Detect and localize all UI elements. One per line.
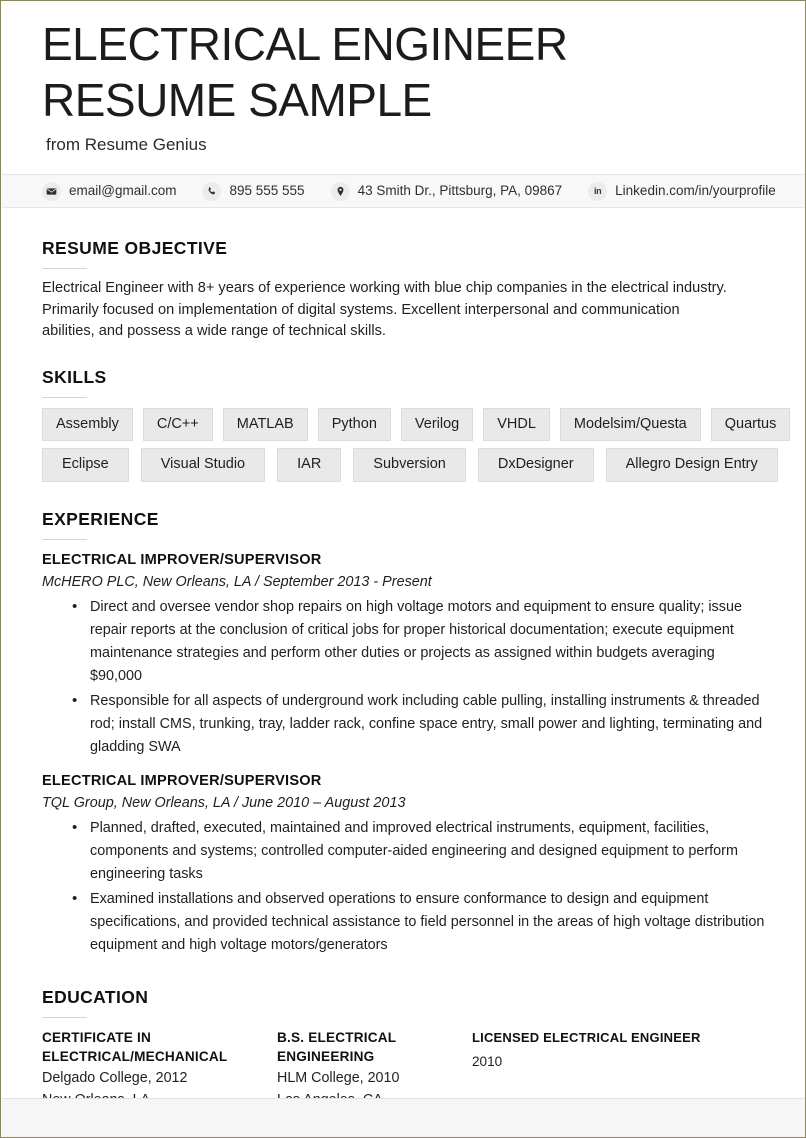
job-bullet-list xyxy=(42,817,766,957)
section-skills xyxy=(42,343,777,482)
page-subtitle: from Resume Genius xyxy=(46,135,207,154)
skill-tag[interactable]: IAR xyxy=(277,448,341,482)
education-detail: 2010 xyxy=(472,1053,503,1069)
map-pin-icon xyxy=(331,182,350,201)
section-rule xyxy=(42,539,87,540)
section-title-education: EDUCATION xyxy=(42,986,149,1007)
skill-tag[interactable]: Subversion xyxy=(353,448,466,482)
section-rule xyxy=(42,268,87,269)
page-title: ELECTRICAL ENGINEER RESUME SAMPLE xyxy=(42,18,568,126)
contact-email[interactable] xyxy=(42,182,176,201)
section-rule xyxy=(42,397,87,398)
objective-text: Electrical Engineer with 8+ years of experience working with blue chip companies in the electrical industry. Primarily focused on implementation of digital systems. Excellent interpersonal and communication abilities, and possess a wide range of technical skills. xyxy=(42,280,727,339)
contact-phone-label: 895 555 555 xyxy=(229,183,305,199)
job-bullet: • Direct and oversee vendor shop repairs on high voltage motors and equipment to ensure quality; issue repair reports at the conclusion of critical jobs for proper historical documentation; execute equipment maintenance strategies and perform other duties or projects as assigned within budgets averaging $90,000 xyxy=(42,596,766,688)
experience-entry xyxy=(42,552,766,759)
skill-tag[interactable]: Modelsim/Questa xyxy=(560,408,701,442)
skill-tag[interactable]: Eclipse xyxy=(42,448,129,482)
page-footer-strip xyxy=(2,1098,806,1138)
job-bullet: • Planned, drafted, executed, maintained and improved electrical instruments, equipment, facilities, components and systems; controlled computer-aided engineering and designed equipment to perform engineering tasks xyxy=(42,817,766,886)
skill-tag[interactable]: MATLAB xyxy=(223,408,308,442)
section-title-experience: EXPERIENCE xyxy=(42,508,159,529)
skill-tag[interactable]: Quartus xyxy=(711,408,791,442)
job-title: ELECTRICAL IMPROVER/SUPERVISOR xyxy=(42,772,322,789)
contact-email-label: email@gmail.com xyxy=(69,183,177,199)
skill-tag[interactable]: VHDL xyxy=(483,408,550,442)
skill-tag[interactable]: C/C++ xyxy=(143,408,213,442)
skill-tag[interactable]: Allegro Design Entry xyxy=(606,448,778,482)
job-bullet: • Responsible for all aspects of underground work including cable pulling, installing instruments & threaded rod; install CMS, trunking, tray, ladder rack, confine space entry, small power and lighting, terminating and gladding SWA xyxy=(42,690,766,759)
resume-sheet xyxy=(2,2,806,1098)
job-company-dates: TQL Group, New Orleans, LA / June 2010 – August 2013 xyxy=(42,794,406,811)
section-resume-objective xyxy=(42,208,766,343)
job-bullet-list xyxy=(42,596,766,759)
section-rule xyxy=(42,1017,87,1018)
skill-tag[interactable]: Python xyxy=(318,408,391,442)
contact-linkedin-label: Linkedin.com/in/yourprofile xyxy=(615,183,776,199)
job-title: ELECTRICAL IMPROVER/SUPERVISOR xyxy=(42,551,322,568)
job-company-dates: McHERO PLC, New Orleans, LA / September 2013 - Present xyxy=(42,573,432,590)
education-detail: HLM College, 2010 xyxy=(277,1069,400,1086)
contact-bar xyxy=(2,174,806,208)
education-degree: LICENSED ELECTRICAL ENGINEER xyxy=(472,1029,701,1045)
education-degree: B.S. ELECTRICAL ENGINEERING xyxy=(277,1029,397,1064)
phone-icon xyxy=(202,182,221,201)
experience-entry xyxy=(42,773,766,957)
education-degree: CERTIFICATE IN ELECTRICAL/MECHANICAL xyxy=(42,1029,228,1064)
skill-tag[interactable]: DxDesigner xyxy=(478,448,594,482)
contact-linkedin[interactable] xyxy=(588,182,776,201)
contact-address[interactable] xyxy=(331,182,563,201)
skill-tag[interactable]: Visual Studio xyxy=(141,448,265,482)
skill-tag[interactable]: Assembly xyxy=(42,408,133,442)
resume-body xyxy=(2,208,806,1110)
resume-header xyxy=(2,2,806,156)
linkedin-icon: in xyxy=(588,182,607,201)
envelope-icon xyxy=(42,182,61,201)
job-bullet: • Examined installations and observed operations to ensure conformance to design and equipment specifications, and provided technical assistance to field personnel in the areas of high voltage distribution equipment and high voltage motors/generators xyxy=(42,888,766,957)
section-experience xyxy=(42,489,766,957)
section-title-objective: RESUME OBJECTIVE xyxy=(42,238,228,258)
section-education xyxy=(42,959,766,1110)
experience-list xyxy=(42,552,766,957)
section-title-skills: SKILLS xyxy=(42,366,107,387)
contact-phone[interactable] xyxy=(202,182,304,201)
education-detail: Delgado College, 2012 xyxy=(42,1069,188,1086)
skill-tag[interactable]: Verilog xyxy=(401,408,473,442)
skills-row xyxy=(42,408,777,442)
contact-address-label: 43 Smith Dr., Pittsburg, PA, 09867 xyxy=(357,183,563,199)
skills-row xyxy=(42,448,766,482)
skills-tag-list xyxy=(42,408,777,482)
